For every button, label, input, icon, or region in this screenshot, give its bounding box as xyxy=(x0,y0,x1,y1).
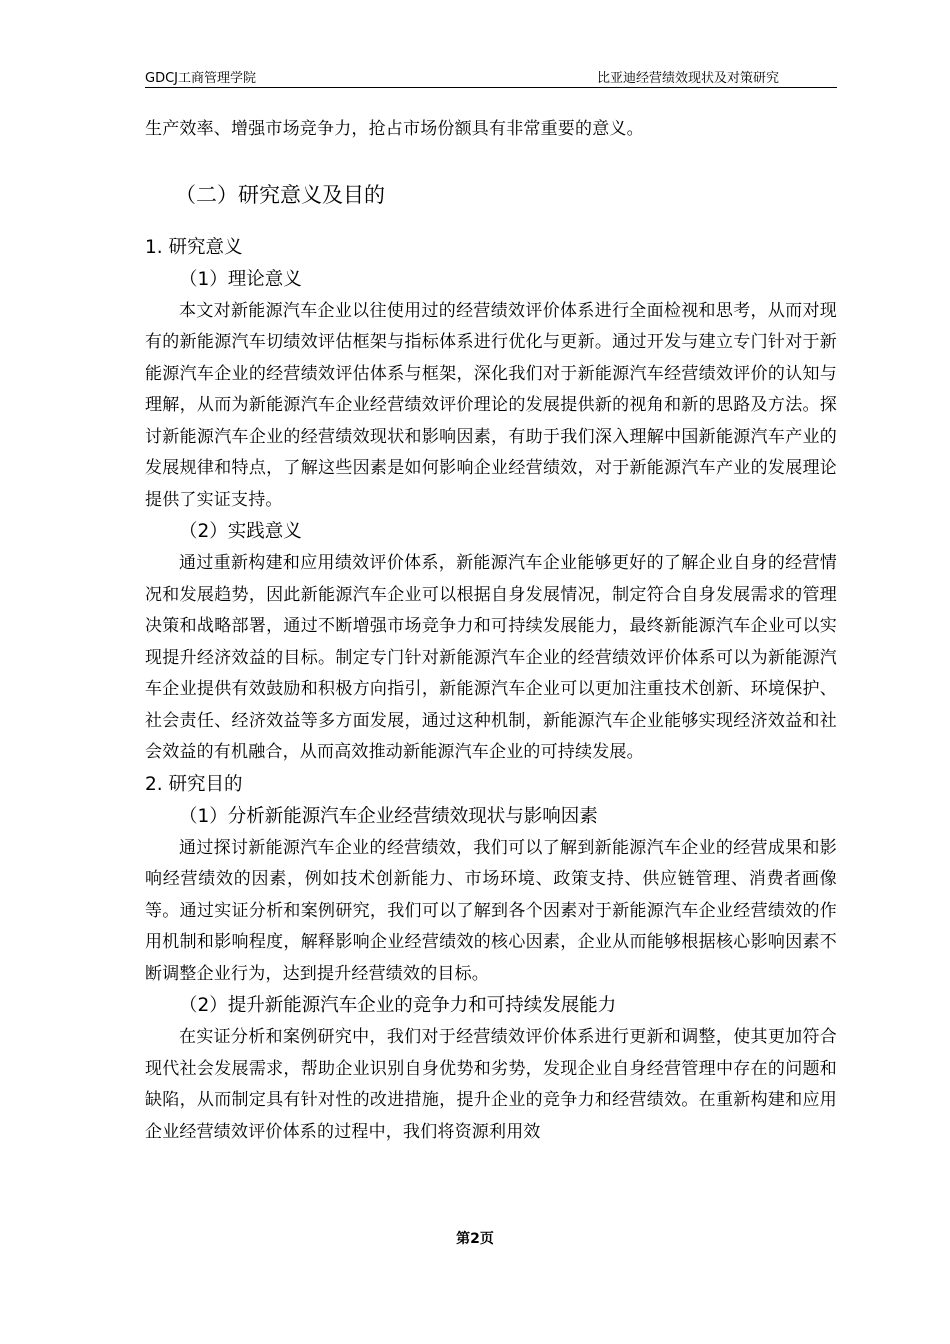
paragraph-purpose-analysis: 通过探讨新能源汽车企业的经营绩效，我们可以了解到新能源汽车企业的经营成果和影响经营绩效的因素，例如技术创新能力、市场环境、政策支持、供应链管理、消费者画像等。通过实证分析和案例研究，我们可以了解到各个因素对于新能源汽车企业经营绩效的作用机制和影响程度，解释影响企业经营绩效的核心因素，企业从而能够根据核心影响因素不断调整企业行为，达到提升经营绩效的目标。 xyxy=(145,837,837,984)
heading-research-significance: 1. 研究意义 xyxy=(145,236,243,258)
heading-practical-significance: （2）实践意义 xyxy=(179,521,302,542)
paragraph-practical: 通过重新构建和应用绩效评价体系，新能源汽车企业能够更好的了解企业自身的经营情况和发展趋势，因此新能源汽车企业可以根据自身发展情况，制定符合自身发展需求的管理决策和战略部署，通过不断增强市场竞争力和可持续发展能力，最终新能源汽车企业可以实现提升经济效益的目标。制定专门针对新能源汽车企业的经营绩效评价体系可以为新能源汽车企业提供有效鼓励和积极方向指引，新能源汽车企业可以更加注重技术创新、环境保护、社会责任、经济效益等多方面发展，通过这种机制，新能源汽车企业能够实现经济效益和社会效益的有机融合，从而高效推动新能源汽车企业的可持续发展。 xyxy=(145,553,837,762)
paragraph-theoretical: 本文对新能源汽车企业以往使用过的经营绩效评价体系进行全面检视和思考，从而对现有的新能源汽车切绩效评估框架与指标体系进行优化与更新。通过开发与建立专门针对于新能源汽车企业的经营绩效评估体系与框架，深化我们对于新能源汽车经营绩效评价的认知与理解，从而为新能源汽车企业经营绩效评价理论的发展提供新的视角和新的思路及方法。探讨新能源汽车企业的经营绩效现状和影响因素，有助于我们深入理解中国新能源汽车产业的发展规律和特点，了解这些因素是如何影响企业经营绩效，对于新能源汽车产业的发展理论提供了实证支持。 xyxy=(145,300,837,510)
heading-theoretical-significance: （1）理论意义 xyxy=(179,268,302,290)
heading-research-purpose: 2. 研究目的 xyxy=(145,773,243,795)
paragraph-continued: 生产效率、增强市场竞争力，抢占市场份额具有非常重要的意义。 xyxy=(145,119,644,139)
header-document-title: 比亚迪经营绩效现状及对策研究 xyxy=(596,71,779,86)
document-body xyxy=(145,114,837,1148)
heading-purpose-competitiveness: （2）提升新能源汽车企业的竞争力和可持续发展能力 xyxy=(179,995,617,1016)
header-institution: GDCJ工商管理学院 xyxy=(145,71,256,86)
page-header xyxy=(145,65,837,88)
section-title: （二）研究意义及目的 xyxy=(175,182,385,207)
page-number: 第2页 xyxy=(456,1231,494,1247)
heading-purpose-analysis: （1）分析新能源汽车企业经营绩效现状与影响因素 xyxy=(179,805,598,827)
paragraph-purpose-competitiveness: 在实证分析和案例研究中，我们对于经营绩效评价体系进行更新和调整，使其更加符合现代社会发展需求，帮助企业识别自身优势和劣势，发现企业自身经营管理中存在的问题和缺陷，从而制定具有针对性的改进措施，提升企业的竞争力和经营绩效。在重新构建和应用企业经营绩效评价体系的过程中，我们将资源利用效 xyxy=(145,1027,837,1142)
